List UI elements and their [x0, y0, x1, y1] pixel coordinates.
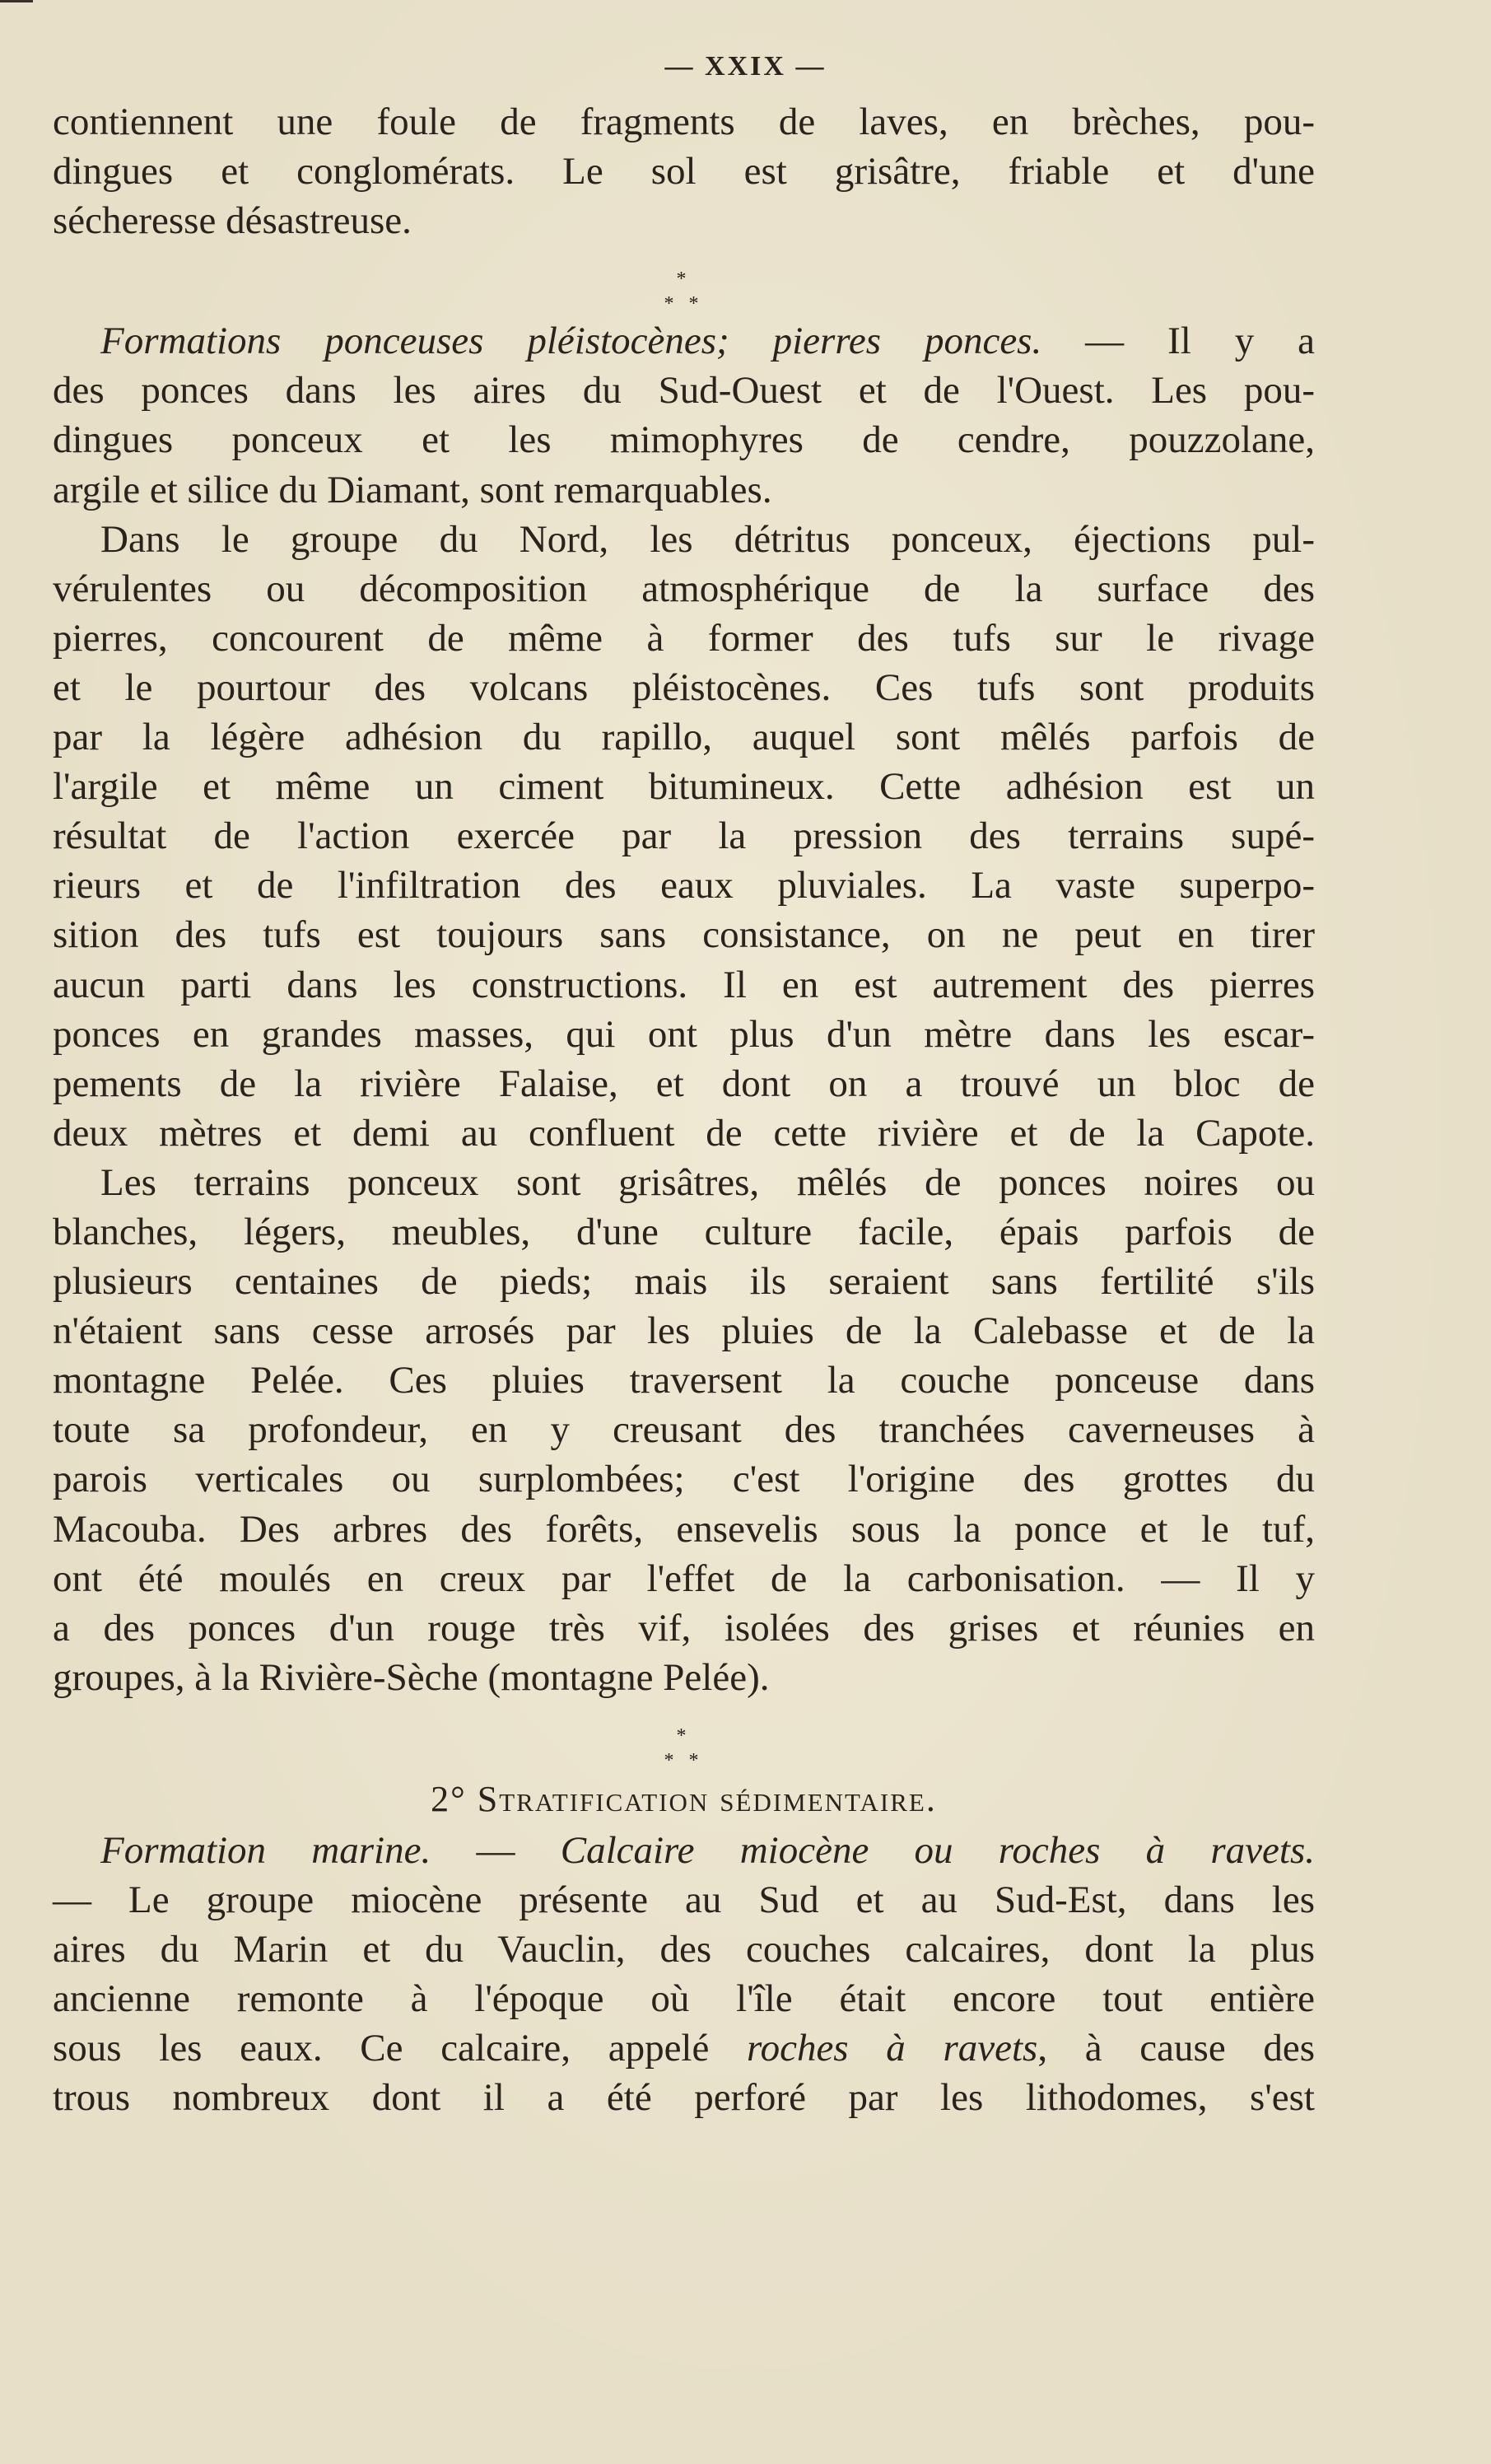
text-line: ancienne remonte à l'époque où l'île était encore tout entière: [53, 1977, 1315, 2021]
text-line: par la légère adhésion du rapillo, auquel sont mêlés parfois de: [53, 716, 1315, 759]
text-line: pements de la rivière Falaise, et dont on a trouvé un bloc de: [53, 1062, 1315, 1105]
text-line: dingues ponceux et les mimophyres de cendre, pouzzolane,: [53, 418, 1315, 462]
section-title-word: Stratification: [477, 1778, 710, 1819]
marine-heading-line: [53, 1826, 1315, 1875]
body-text: [53, 97, 1315, 2122]
text-fragment: sous les eaux. Ce calcaire, appelé: [53, 2027, 748, 2070]
running-head: — XXIX —: [664, 51, 827, 82]
text-line: et le pourtour des volcans pléistocènes. Ces tufs sont produits: [53, 665, 1315, 709]
section-number: 2°: [431, 1778, 467, 1819]
text-line: vérulentes ou décomposition atmosphérique de la surface des: [53, 567, 1315, 610]
text-line: — Le groupe miocène présente au Sud et au Sud-Est, dans les: [53, 1878, 1315, 1921]
paragraph-first-line: Dans le groupe du Nord, les détritus ponceux, éjections pul-: [100, 517, 1315, 561]
text-line: montagne Pelée. Ces pluies traversent la couche ponceuse dans: [53, 1359, 1315, 1402]
page-edge-rule: [0, 0, 33, 2]
text-line: ponces en grandes masses, qui ont plus d'un mètre dans les escar-: [53, 1012, 1315, 1056]
text-line: sition des tufs est toujours sans consistance, on ne peut en tirer: [53, 913, 1315, 957]
separator-star-top: *: [676, 268, 692, 291]
ponceuses-heading-rest: — Il y a: [1041, 320, 1315, 363]
text-line: Macouba. Des arbres des forêts, ensevelis sous la ponce et le tuf,: [53, 1507, 1315, 1551]
text-line-mixed: [53, 2023, 1315, 2073]
text-fragment-italic: roches à ravets: [747, 2027, 1038, 2070]
text-line: parois verticales ou surplombées; c'est l'origine des grottes du: [53, 1458, 1315, 1501]
separator-star-top: *: [676, 1724, 692, 1747]
ponceuses-heading-title: Formations ponceuses pléistocènes; pierres ponces.: [100, 320, 1042, 363]
marine-heading-title: Formation marine.: [100, 1828, 431, 1872]
text-line: pierres, concourent de même à former des tufs sur le rivage: [53, 616, 1315, 660]
text-line: l'argile et même un ciment bitumineux. Cette adhésion est un: [53, 765, 1315, 809]
text-line: contiennent une foule de fragments de laves, en brèches, pou-: [53, 100, 1315, 143]
text-line: des ponces dans les aires du Sud-Ouest et de l'Ouest. Les pou-: [53, 369, 1315, 413]
text-line: aires du Marin et du Vauclin, des couches calcaires, dont la plus: [53, 1928, 1315, 1972]
text-line: plusieurs centaines de pieds; mais ils seraient sans fertilité s'ils: [53, 1260, 1315, 1304]
text-line: rieurs et de l'infiltration des eaux pluviales. La vaste superpo-: [53, 864, 1315, 908]
text-line: n'étaient sans cesse arrosés par les pluies de la Calebasse et de la: [53, 1309, 1315, 1353]
text-fragment: , à cause des: [1037, 2027, 1316, 2070]
text-line: groupes, à la Rivière-Sèche (montagne Pelée).: [53, 1655, 770, 1699]
section-title-word: sédimentaire.: [720, 1778, 937, 1819]
text-line: sécheresse désastreuse.: [53, 199, 412, 243]
text-line: blanches, légers, meubles, d'une culture facile, épais parfois de: [53, 1210, 1315, 1253]
text-line: trous nombreux dont il a été perforé par les lithodomes, s'est: [53, 2076, 1315, 2120]
text-line: argile et silice du Diamant, sont remarquables.: [53, 468, 772, 511]
text-line: ont été moulés en creux par l'effet de la carbonisation. — Il y: [53, 1556, 1315, 1600]
text-line: toute sa profondeur, en y creusant des tranchées caverneuses à: [53, 1408, 1315, 1452]
text-line: deux mètres et demi au confluent de cette rivière et de la Capote.: [53, 1111, 1315, 1155]
text-line: a des ponces d'un rouge très vif, isolées des grises et réunies en: [53, 1606, 1315, 1650]
separator-star-bottom: * *: [664, 1749, 704, 1771]
section-heading: [53, 1773, 1315, 1826]
text-line: aucun parti dans les constructions. Il en est autrement des pierres: [53, 963, 1315, 1006]
marine-heading-dash: —: [431, 1828, 561, 1872]
text-line: résultat de l'action exercée par la pression des terrains supé-: [53, 814, 1315, 858]
paragraph-first-line: Les terrains ponceux sont grisâtres, mêlés de ponces noires ou: [100, 1160, 1315, 1204]
marine-heading-subtitle: Calcaire miocène ou roches à ravets.: [560, 1828, 1315, 1872]
text-line: dingues et conglomérats. Le sol est grisâtre, friable et d'une: [53, 150, 1315, 194]
separator-star-bottom: * *: [664, 293, 704, 315]
ponceuses-heading-line: [53, 316, 1315, 366]
